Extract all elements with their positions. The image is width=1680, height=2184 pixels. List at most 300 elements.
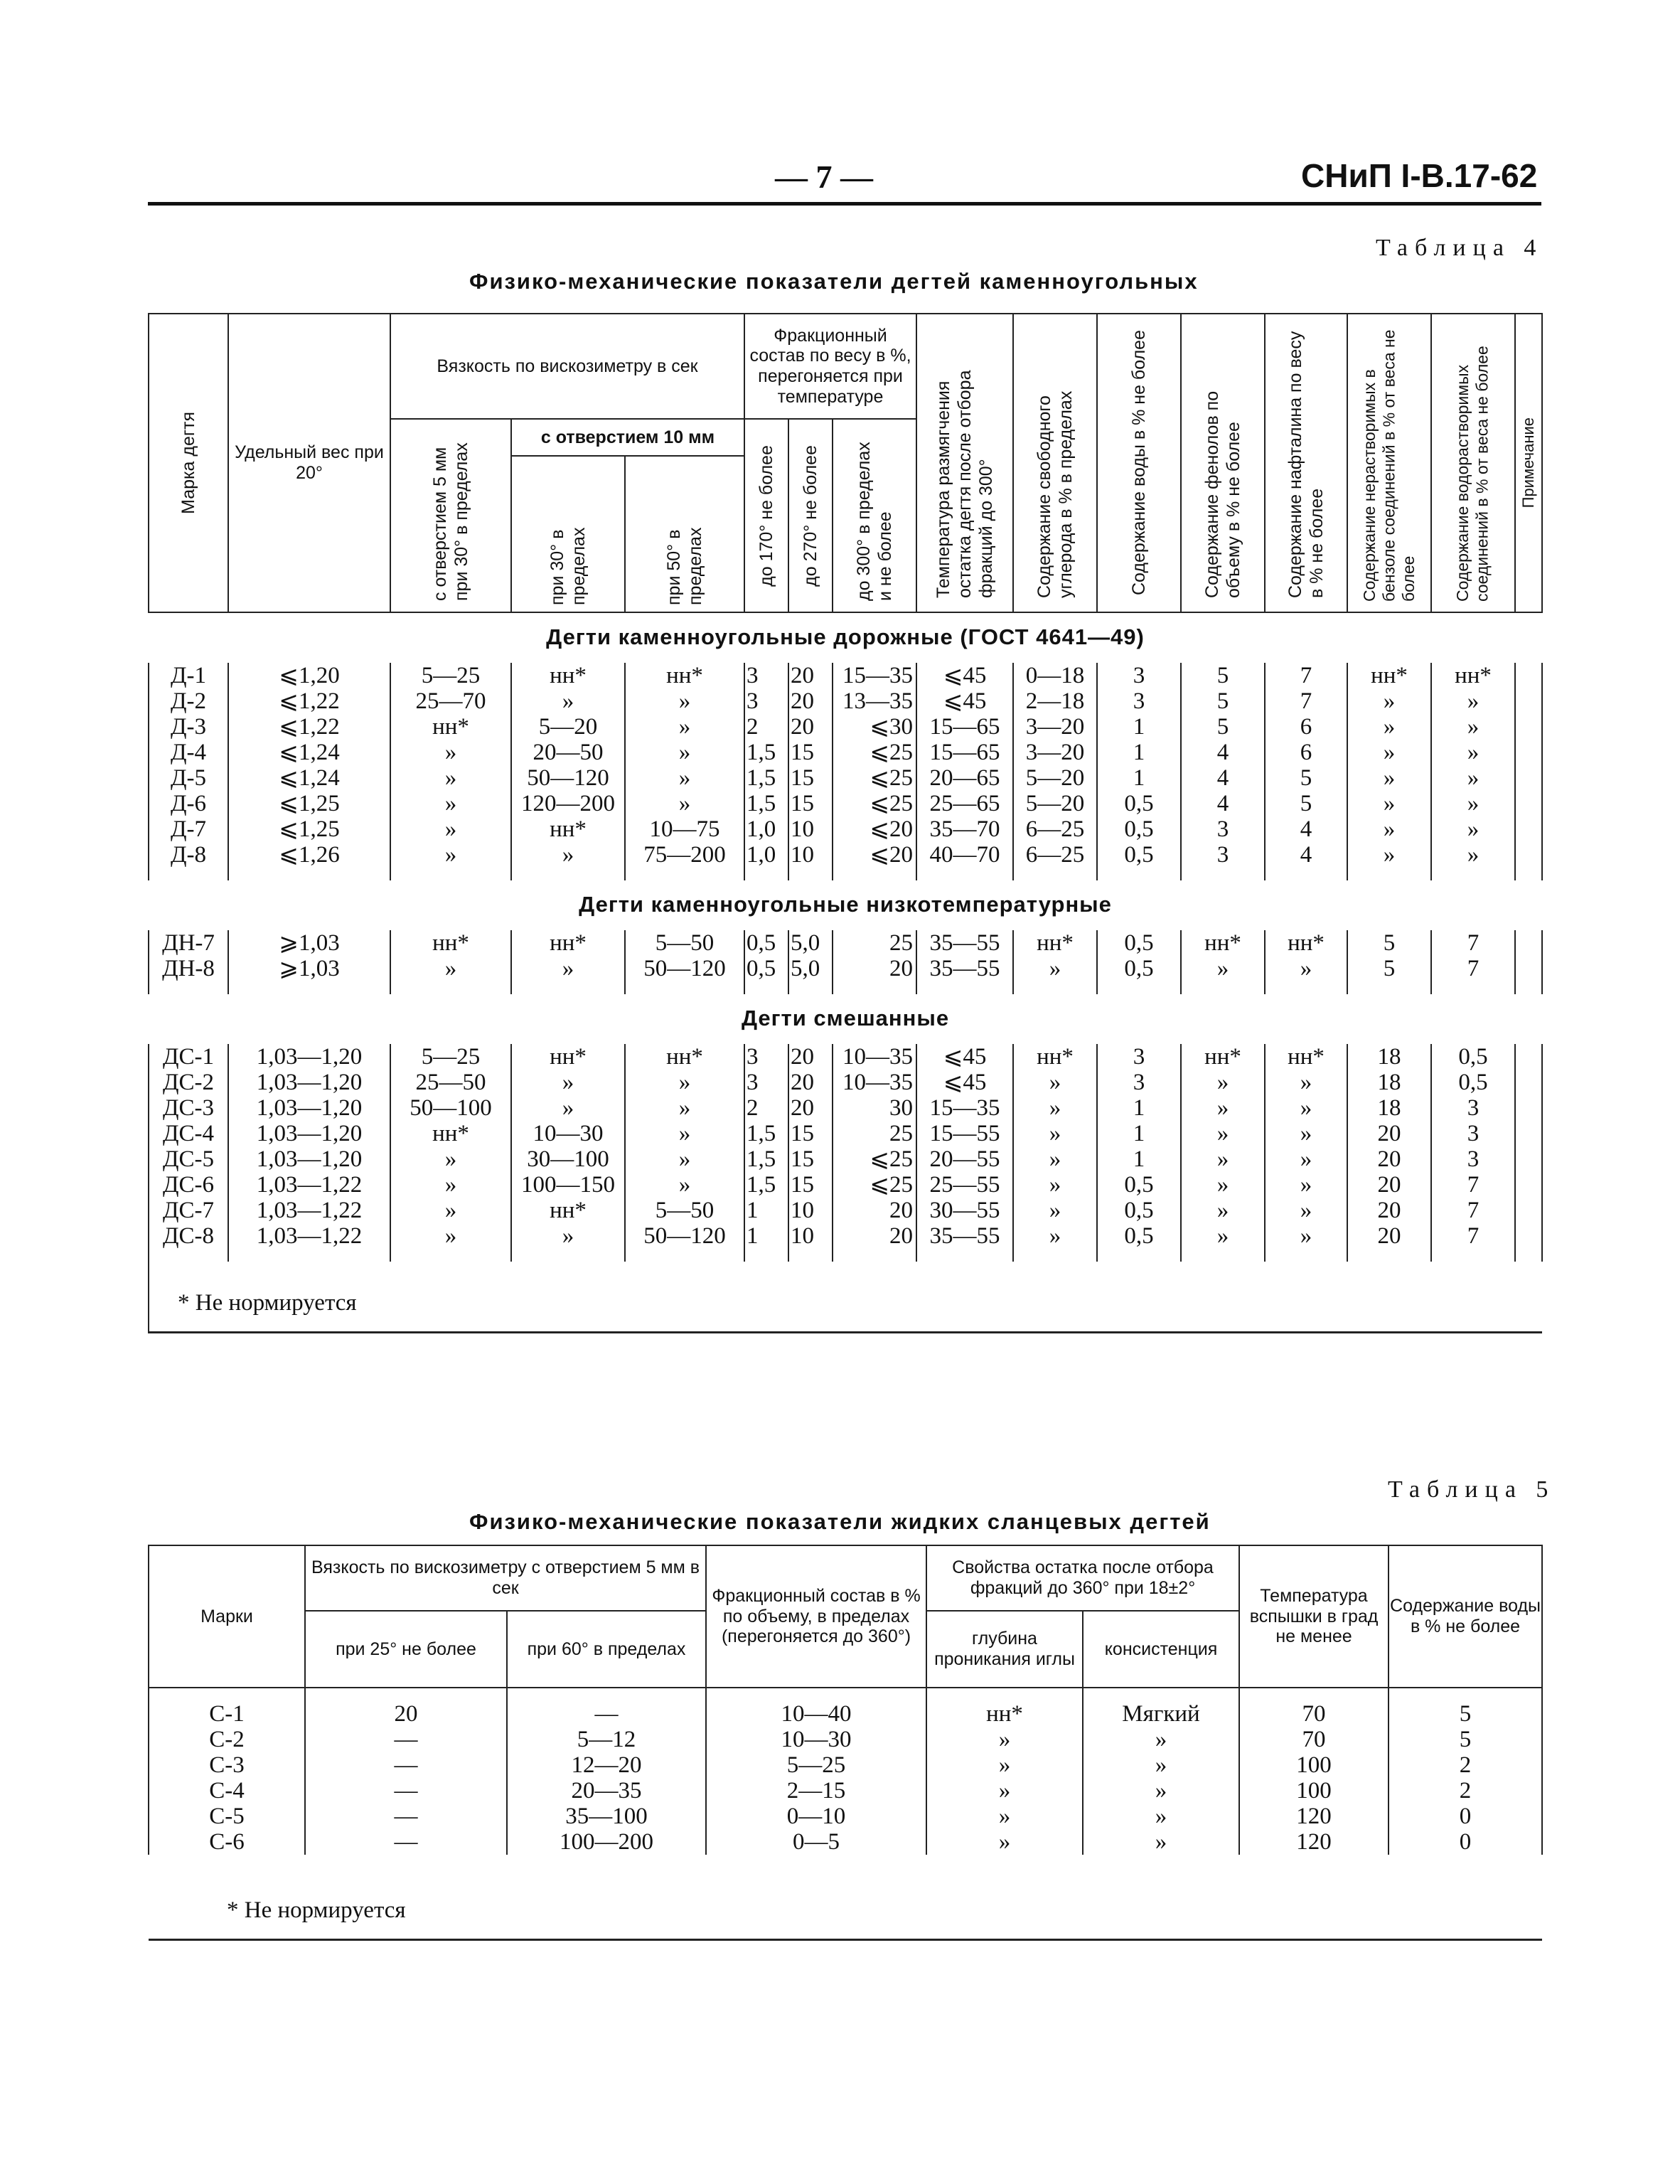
th-viscosity: Вязкость по вискозиметру в сек — [390, 314, 744, 419]
cell-watersoluble: » — [1431, 816, 1515, 842]
cell-f300: ⩽25 — [833, 1172, 916, 1198]
cell-density: 1,03—1,22 — [228, 1223, 390, 1249]
cell-softening: ⩽45 — [916, 1070, 1013, 1095]
th5-grade: Марки — [149, 1545, 305, 1688]
cell-v25: — — [305, 1727, 507, 1752]
spacer-cell — [706, 1688, 926, 1701]
cell-grade: С-6 — [149, 1829, 305, 1855]
cell-note — [1515, 1146, 1542, 1172]
th5-viscosity: Вязкость по вискозиметру с отверстием 5 мм в сек — [305, 1545, 706, 1611]
cell-v60: — — [507, 1701, 706, 1727]
cell-naphthalene: » — [1265, 1146, 1347, 1172]
cell-flash: 70 — [1239, 1727, 1389, 1752]
spacer-cell — [511, 981, 625, 994]
cell-visc5-30: 25—70 — [390, 688, 511, 714]
table-row — [149, 765, 1542, 791]
cell-f170: 1,5 — [744, 740, 788, 765]
cell-note — [1515, 1223, 1542, 1249]
cell-f170: 1,5 — [744, 1172, 788, 1198]
cell-f270: 20 — [788, 688, 833, 714]
cell-softening: 15—65 — [916, 740, 1013, 765]
cell-softening: 20—65 — [916, 765, 1013, 791]
table-row — [149, 1044, 1542, 1070]
th5-consistency: консистенция — [1083, 1611, 1239, 1688]
cell-needle: » — [926, 1752, 1083, 1778]
cell-water: 0,5 — [1097, 842, 1181, 868]
cell-v60: 35—100 — [507, 1804, 706, 1829]
cell-watersoluble: 7 — [1431, 1172, 1515, 1198]
cell-visc10-30: нн* — [511, 663, 625, 688]
cell-phenols: нн* — [1181, 1044, 1265, 1070]
cell-watersoluble: 3 — [1431, 1146, 1515, 1172]
spacer-cell — [916, 868, 1013, 880]
cell-softening: 25—65 — [916, 791, 1013, 816]
cell-visc5-30: » — [390, 791, 511, 816]
cell-softening: ⩽45 — [916, 688, 1013, 714]
cell-grade: ДС-4 — [149, 1121, 228, 1146]
th5-fraction: Фракционный состав в % по объему, в пределах (перегоняется до 360°) — [706, 1545, 926, 1688]
table-row — [149, 1727, 1542, 1752]
table-row — [149, 1146, 1542, 1172]
cell-water: 2 — [1389, 1778, 1542, 1804]
cell-insoluble: » — [1347, 842, 1431, 868]
cell-note — [1515, 1095, 1542, 1121]
cell-v60: 12—20 — [507, 1752, 706, 1778]
cell-needle: » — [926, 1727, 1083, 1752]
cell-insoluble: нн* — [1347, 663, 1431, 688]
cell-f170: 1,5 — [744, 765, 788, 791]
cell-watersoluble: 3 — [1431, 1095, 1515, 1121]
cell-watersoluble: 7 — [1431, 956, 1515, 981]
cell-flash: 100 — [1239, 1752, 1389, 1778]
cell-visc5-30: 5—25 — [390, 663, 511, 688]
cell-v25: — — [305, 1829, 507, 1855]
cell-f270: 10 — [788, 1198, 833, 1223]
cell-water: 0 — [1389, 1829, 1542, 1855]
table5-label: Таблица 5 — [1388, 1476, 1556, 1503]
cell-consistency: » — [1083, 1829, 1239, 1855]
cell-grade: С-4 — [149, 1778, 305, 1804]
cell-visc10-30: нн* — [511, 816, 625, 842]
spacer-cell — [625, 1249, 744, 1262]
cell-phenols: » — [1181, 1223, 1265, 1249]
cell-f170: 3 — [744, 1070, 788, 1095]
cell-visc5-30: » — [390, 842, 511, 868]
cell-water: 0,5 — [1097, 1223, 1181, 1249]
cell-consistency: » — [1083, 1778, 1239, 1804]
spacer-cell — [1265, 1249, 1347, 1262]
table-row — [149, 1804, 1542, 1829]
cell-f270: 5,0 — [788, 930, 833, 956]
cell-phenols: » — [1181, 1121, 1265, 1146]
cell-insoluble: 5 — [1347, 956, 1431, 981]
cell-visc5-30: нн* — [390, 714, 511, 740]
cell-f170: 1,5 — [744, 791, 788, 816]
cell-v60: 100—200 — [507, 1829, 706, 1855]
cell-visc10-50: 75—200 — [625, 842, 744, 868]
cell-f300: ⩽30 — [833, 714, 916, 740]
cell-watersoluble: » — [1431, 688, 1515, 714]
cell-note — [1515, 842, 1542, 868]
cell-watersoluble: нн* — [1431, 663, 1515, 688]
spacer-cell — [149, 1688, 305, 1701]
cell-carbon: » — [1013, 956, 1097, 981]
spacer-cell — [788, 981, 833, 994]
table-row — [149, 816, 1542, 842]
cell-insoluble: » — [1347, 816, 1431, 842]
cell-naphthalene: » — [1265, 1121, 1347, 1146]
cell-visc10-50: 50—120 — [625, 956, 744, 981]
th-naphthalene: Содержание нафталина по весу в % не более — [1265, 314, 1347, 612]
table-row — [149, 1778, 1542, 1804]
cell-v25: — — [305, 1804, 507, 1829]
cell-visc10-30: нн* — [511, 930, 625, 956]
spacer-cell — [744, 868, 788, 880]
cell-phenols: » — [1181, 956, 1265, 981]
cell-needle: » — [926, 1829, 1083, 1855]
document-code: СНиП I-В.17-62 — [1301, 157, 1538, 194]
cell-insoluble: 5 — [1347, 930, 1431, 956]
section-title: Дегти смешанные — [741, 1006, 950, 1030]
spacer-cell — [1097, 1249, 1181, 1262]
spacer-cell — [1013, 1249, 1097, 1262]
table5 — [148, 1545, 1543, 1941]
cell-phenols: » — [1181, 1198, 1265, 1223]
cell-water: 0,5 — [1097, 1198, 1181, 1223]
cell-needle: нн* — [926, 1701, 1083, 1727]
cell-water: 0,5 — [1097, 930, 1181, 956]
cell-note — [1515, 688, 1542, 714]
cell-grade: Д-2 — [149, 688, 228, 714]
cell-insoluble: » — [1347, 714, 1431, 740]
cell-softening: 25—55 — [916, 1172, 1013, 1198]
spacer-cell — [1181, 981, 1265, 994]
cell-visc10-50: нн* — [625, 1044, 744, 1070]
cell-visc10-30: 20—50 — [511, 740, 625, 765]
cell-consistency: » — [1083, 1752, 1239, 1778]
cell-water: 5 — [1389, 1727, 1542, 1752]
cell-consistency: » — [1083, 1804, 1239, 1829]
cell-carbon: » — [1013, 1146, 1097, 1172]
cell-insoluble: 18 — [1347, 1044, 1431, 1070]
th-softening: Температура размягчения остатка дегтя после отбора фракций до 300° — [916, 314, 1013, 612]
cell-phenols: 5 — [1181, 714, 1265, 740]
spacer-row — [149, 981, 1542, 994]
cell-fraction: 0—10 — [706, 1804, 926, 1829]
cell-density: 1,03—1,22 — [228, 1198, 390, 1223]
cell-carbon: 6—25 — [1013, 842, 1097, 868]
table4-label: Таблица 4 — [1376, 235, 1543, 261]
cell-density: 1,03—1,20 — [228, 1095, 390, 1121]
spacer-cell — [1347, 1249, 1431, 1262]
cell-f170: 3 — [744, 688, 788, 714]
cell-naphthalene: 7 — [1265, 663, 1347, 688]
cell-watersoluble: 0,5 — [1431, 1070, 1515, 1095]
cell-naphthalene: » — [1265, 1198, 1347, 1223]
cell-visc10-50: » — [625, 740, 744, 765]
cell-f300: ⩽25 — [833, 1146, 916, 1172]
cell-softening: 20—55 — [916, 1146, 1013, 1172]
table-row — [149, 956, 1542, 981]
cell-softening: 30—55 — [916, 1198, 1013, 1223]
spacer-cell — [833, 868, 916, 880]
cell-flash: 120 — [1239, 1804, 1389, 1829]
cell-softening: 35—70 — [916, 816, 1013, 842]
cell-f270: 10 — [788, 816, 833, 842]
cell-f270: 10 — [788, 842, 833, 868]
cell-naphthalene: 6 — [1265, 714, 1347, 740]
cell-grade: ДС-7 — [149, 1198, 228, 1223]
cell-visc10-30: 5—20 — [511, 714, 625, 740]
th-f300: до 300° в пределах и не более — [833, 419, 916, 612]
cell-f170: 1,5 — [744, 1146, 788, 1172]
cell-water: 0,5 — [1097, 816, 1181, 842]
cell-water: 1 — [1097, 1095, 1181, 1121]
cell-water: 3 — [1097, 1044, 1181, 1070]
cell-watersoluble: » — [1431, 842, 1515, 868]
spacer-cell — [228, 981, 390, 994]
cell-insoluble: 20 — [1347, 1146, 1431, 1172]
cell-density: ⩽1,24 — [228, 740, 390, 765]
th-watersoluble: Содержание водорастворимых соединений в % от веса не более — [1431, 314, 1515, 612]
spacer-cell — [1265, 981, 1347, 994]
cell-note — [1515, 740, 1542, 765]
cell-f300: 20 — [833, 956, 916, 981]
spacer-cell — [744, 981, 788, 994]
cell-naphthalene: » — [1265, 1095, 1347, 1121]
spacer-cell — [305, 1688, 507, 1701]
spacer-cell — [788, 1249, 833, 1262]
spacer-cell — [1515, 981, 1542, 994]
cell-carbon: » — [1013, 1095, 1097, 1121]
table-row — [149, 1121, 1542, 1146]
spacer-cell — [833, 1249, 916, 1262]
cell-visc10-50: » — [625, 688, 744, 714]
cell-naphthalene: » — [1265, 1070, 1347, 1095]
cell-f170: 2 — [744, 714, 788, 740]
th-visc10-50: при 50° в пределах — [625, 456, 744, 612]
spacer-cell — [1265, 868, 1347, 880]
cell-grade: Д-1 — [149, 663, 228, 688]
cell-insoluble: » — [1347, 765, 1431, 791]
table4 — [148, 313, 1543, 1333]
cell-visc10-50: 10—75 — [625, 816, 744, 842]
cell-f170: 1 — [744, 1223, 788, 1249]
spacer-cell — [625, 868, 744, 880]
cell-visc5-30: » — [390, 1223, 511, 1249]
cell-f300: 25 — [833, 1121, 916, 1146]
cell-naphthalene: » — [1265, 956, 1347, 981]
cell-grade: С-1 — [149, 1701, 305, 1727]
cell-softening: 15—35 — [916, 1095, 1013, 1121]
cell-visc10-30: нн* — [511, 1198, 625, 1223]
cell-water: 0 — [1389, 1804, 1542, 1829]
cell-carbon: » — [1013, 1172, 1097, 1198]
cell-grade: ДС-5 — [149, 1146, 228, 1172]
spacer-cell — [788, 868, 833, 880]
cell-naphthalene: 5 — [1265, 765, 1347, 791]
cell-watersoluble: 3 — [1431, 1121, 1515, 1146]
cell-f300: ⩽20 — [833, 842, 916, 868]
spacer-cell — [228, 868, 390, 880]
cell-density: ⩾1,03 — [228, 930, 390, 956]
cell-visc10-50: » — [625, 791, 744, 816]
cell-note — [1515, 930, 1542, 956]
cell-softening: 40—70 — [916, 842, 1013, 868]
cell-f300: 10—35 — [833, 1044, 916, 1070]
table-row — [149, 714, 1542, 740]
cell-f270: 15 — [788, 740, 833, 765]
spacer-cell — [1097, 868, 1181, 880]
cell-consistency: Мягкий — [1083, 1701, 1239, 1727]
th-fraction: Фракционный состав по весу в %, перегоняется при температуре — [744, 314, 916, 419]
cell-density: ⩽1,25 — [228, 816, 390, 842]
table5-title: Физико-механические показатели жидких сланцевых дегтей — [469, 1509, 1211, 1534]
cell-watersoluble: 0,5 — [1431, 1044, 1515, 1070]
spacer-cell — [1515, 1249, 1542, 1262]
table5-body — [149, 1688, 1542, 1940]
spacer-cell — [833, 981, 916, 994]
spacer-cell — [1239, 1688, 1389, 1701]
cell-f170: 3 — [744, 1044, 788, 1070]
cell-visc10-50: » — [625, 714, 744, 740]
cell-visc10-30: » — [511, 1070, 625, 1095]
cell-grade: Д-3 — [149, 714, 228, 740]
spacer-cell — [1013, 981, 1097, 994]
cell-softening: 35—55 — [916, 930, 1013, 956]
table4-footnote: * Не нормируется — [149, 1262, 1542, 1333]
spacer-cell — [149, 868, 228, 880]
spacer-cell — [390, 981, 511, 994]
cell-water: 2 — [1389, 1752, 1542, 1778]
cell-f270: 20 — [788, 714, 833, 740]
cell-carbon: » — [1013, 1198, 1097, 1223]
cell-insoluble: » — [1347, 791, 1431, 816]
th-phenols: Содержание фенолов по объему в % не более — [1181, 314, 1265, 612]
cell-visc10-30: 120—200 — [511, 791, 625, 816]
cell-v60: 5—12 — [507, 1727, 706, 1752]
spacer-cell — [1431, 981, 1515, 994]
cell-density: 1,03—1,20 — [228, 1070, 390, 1095]
cell-f300: 20 — [833, 1223, 916, 1249]
cell-density: ⩽1,24 — [228, 765, 390, 791]
cell-visc10-30: 30—100 — [511, 1146, 625, 1172]
cell-grade: С-5 — [149, 1804, 305, 1829]
cell-fraction: 5—25 — [706, 1752, 926, 1778]
cell-visc10-30: » — [511, 956, 625, 981]
cell-f170: 1,5 — [744, 1121, 788, 1146]
cell-visc10-50: » — [625, 765, 744, 791]
cell-v25: — — [305, 1778, 507, 1804]
cell-insoluble: 18 — [1347, 1070, 1431, 1095]
spacer-row — [149, 1249, 1542, 1262]
table-row — [149, 688, 1542, 714]
spacer-cell — [1181, 1249, 1265, 1262]
cell-visc10-30: » — [511, 688, 625, 714]
cell-phenols: » — [1181, 1146, 1265, 1172]
spacer-cell — [511, 868, 625, 880]
cell-f270: 15 — [788, 765, 833, 791]
cell-visc5-30: » — [390, 1198, 511, 1223]
cell-grade: ДС-2 — [149, 1070, 228, 1095]
cell-phenols: 4 — [1181, 740, 1265, 765]
cell-grade: Д-5 — [149, 765, 228, 791]
spacer-cell — [744, 1249, 788, 1262]
cell-f300: 10—35 — [833, 1070, 916, 1095]
cell-grade: ДС-1 — [149, 1044, 228, 1070]
cell-softening: 35—55 — [916, 956, 1013, 981]
cell-insoluble: » — [1347, 740, 1431, 765]
table-row — [149, 1752, 1542, 1778]
th-water: Содержание воды в % не более — [1097, 314, 1181, 612]
table5-header — [149, 1545, 1542, 1688]
page-number: — 7 — — [775, 159, 873, 195]
cell-watersoluble: » — [1431, 740, 1515, 765]
cell-note — [1515, 791, 1542, 816]
cell-density: 1,03—1,22 — [228, 1172, 390, 1198]
cell-insoluble: 20 — [1347, 1172, 1431, 1198]
cell-visc10-30: » — [511, 1223, 625, 1249]
cell-grade: ДС-3 — [149, 1095, 228, 1121]
cell-grade: Д-4 — [149, 740, 228, 765]
cell-water: 5 — [1389, 1701, 1542, 1727]
cell-insoluble: 18 — [1347, 1095, 1431, 1121]
th5-flash: Температура вспышки в град не менее — [1239, 1545, 1389, 1688]
th-visc5-30: с отверстием 5 мм при 30° в пределах — [390, 419, 511, 612]
cell-watersoluble: » — [1431, 765, 1515, 791]
cell-visc5-30: 5—25 — [390, 1044, 511, 1070]
cell-density: ⩽1,22 — [228, 714, 390, 740]
cell-f270: 10 — [788, 1223, 833, 1249]
cell-visc10-30: 50—120 — [511, 765, 625, 791]
cell-v25: — — [305, 1752, 507, 1778]
cell-note — [1515, 816, 1542, 842]
cell-f170: 1,0 — [744, 816, 788, 842]
cell-visc5-30: » — [390, 1146, 511, 1172]
spacer-cell — [1013, 868, 1097, 880]
spacer-cell — [1515, 868, 1542, 880]
cell-carbon: 0—18 — [1013, 663, 1097, 688]
cell-softening: ⩽45 — [916, 663, 1013, 688]
cell-grade: С-3 — [149, 1752, 305, 1778]
cell-density: ⩽1,22 — [228, 688, 390, 714]
header-rule — [148, 202, 1541, 206]
cell-carbon: 3—20 — [1013, 714, 1097, 740]
cell-f170: 2 — [744, 1095, 788, 1121]
cell-naphthalene: 5 — [1265, 791, 1347, 816]
cell-water: 0,5 — [1097, 956, 1181, 981]
th-note: Примечание — [1515, 314, 1542, 612]
cell-softening: 35—55 — [916, 1223, 1013, 1249]
cell-f300: 25 — [833, 930, 916, 956]
cell-visc5-30: » — [390, 956, 511, 981]
cell-visc10-50: » — [625, 1146, 744, 1172]
cell-density: ⩽1,20 — [228, 663, 390, 688]
spacer-cell — [390, 1249, 511, 1262]
cell-visc10-50: » — [625, 1095, 744, 1121]
cell-water: 3 — [1097, 1070, 1181, 1095]
cell-phenols: 4 — [1181, 765, 1265, 791]
cell-watersoluble: 7 — [1431, 1198, 1515, 1223]
cell-water: 3 — [1097, 663, 1181, 688]
table4-header — [149, 314, 1542, 612]
cell-note — [1515, 1172, 1542, 1198]
cell-visc10-30: » — [511, 1095, 625, 1121]
cell-density: 1,03—1,20 — [228, 1044, 390, 1070]
cell-v60: 20—35 — [507, 1778, 706, 1804]
cell-f300: ⩽25 — [833, 791, 916, 816]
cell-softening: 15—55 — [916, 1121, 1013, 1146]
